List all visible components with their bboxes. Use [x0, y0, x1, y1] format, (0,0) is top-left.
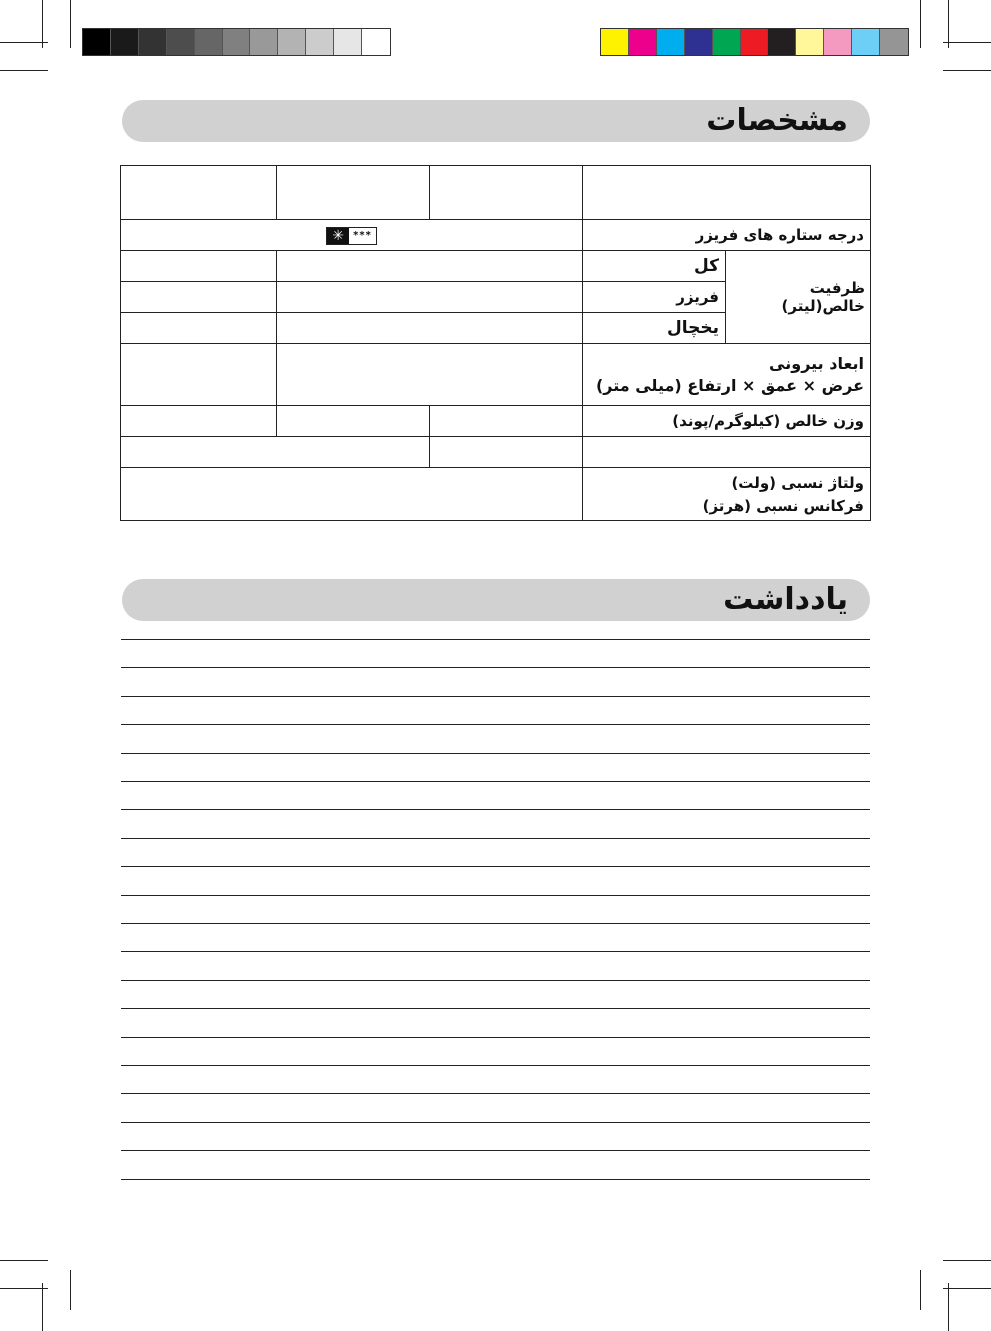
color-swatch: [768, 29, 796, 55]
specs-table: [120, 165, 871, 521]
crop-mark: [0, 42, 48, 43]
value-cell: [430, 406, 583, 437]
voltage-label: ولتاژ نسبی (ولت): [731, 473, 864, 492]
color-swatch: [601, 29, 629, 55]
note-line: [121, 838, 870, 839]
crop-mark: [0, 70, 48, 71]
value-cell: [430, 437, 583, 468]
table-row: [121, 344, 871, 406]
color-swatch: [111, 29, 139, 55]
frequency-label: فرکانس نسبی (هرتز): [702, 496, 864, 515]
value-cell: [121, 282, 277, 313]
header-cell: [583, 166, 871, 220]
color-swatch: [629, 29, 657, 55]
dimensions-sub: عرض × عمق × ارتفاع (میلی متر): [595, 376, 864, 395]
table-row: [121, 406, 871, 437]
value-cell: [277, 282, 583, 313]
freezer-label: فریزر: [583, 282, 726, 313]
value-cell: [277, 251, 583, 282]
color-swatch: [657, 29, 685, 55]
crop-mark: [920, 0, 921, 48]
value-cell: [277, 313, 583, 344]
specs-header: [122, 100, 870, 142]
note-line: [121, 667, 870, 668]
header-cell: [277, 166, 430, 220]
star-rating-value: [121, 220, 583, 251]
value-cell: [121, 406, 277, 437]
color-swatch: [334, 29, 362, 55]
fridge-label: یخچال: [583, 313, 726, 344]
value-cell: [121, 344, 277, 406]
table-row: [121, 251, 871, 282]
value-cell: [277, 406, 430, 437]
table-row: [121, 220, 871, 251]
note-line: [121, 1008, 870, 1009]
color-swatch: [741, 29, 769, 55]
value-cell: [121, 251, 277, 282]
note-line: [121, 1179, 870, 1180]
color-swatch: [167, 29, 195, 55]
color-swatch: [250, 29, 278, 55]
snowflake-icon: ✳: [327, 228, 349, 244]
crop-mark: [42, 1283, 43, 1331]
notes-header: [122, 579, 870, 621]
table-row: [121, 437, 871, 468]
crop-mark: [943, 42, 991, 43]
table-row: [121, 468, 871, 521]
value-cell: [121, 437, 430, 468]
grayscale-calibration-bar: [82, 28, 391, 56]
crop-mark: [70, 1270, 71, 1310]
crop-mark: [943, 1260, 991, 1261]
note-line: [121, 951, 870, 952]
note-line: [121, 980, 870, 981]
color-calibration-bar: [600, 28, 909, 56]
header-cell: [121, 166, 277, 220]
net-capacity-label: ظرفیت خالص(لیتر): [726, 251, 871, 344]
color-swatch: [685, 29, 713, 55]
crop-mark: [0, 1288, 48, 1289]
color-swatch: [83, 29, 111, 55]
note-line: [121, 1093, 870, 1094]
note-line: [121, 1122, 870, 1123]
color-swatch: [195, 29, 223, 55]
note-line: [121, 639, 870, 640]
note-line: [121, 1065, 870, 1066]
note-line: [121, 696, 870, 697]
color-swatch: [362, 29, 390, 55]
note-line: [121, 724, 870, 725]
crop-mark: [920, 1270, 921, 1310]
color-swatch: [713, 29, 741, 55]
value-cell: [121, 313, 277, 344]
note-line: [121, 753, 870, 754]
color-swatch: [223, 29, 251, 55]
color-swatch: [139, 29, 167, 55]
star-rating-stars: ***: [353, 229, 372, 241]
notes-title: یادداشت: [723, 582, 848, 617]
color-swatch: [824, 29, 852, 55]
header-cell: [430, 166, 583, 220]
table-row: [121, 166, 871, 220]
color-swatch: [278, 29, 306, 55]
crop-mark: [42, 0, 43, 48]
note-line: [121, 866, 870, 867]
value-cell: [277, 344, 583, 406]
note-line: [121, 923, 870, 924]
freezer-star-rating: [326, 227, 377, 245]
color-swatch: [306, 29, 334, 55]
note-line: [121, 895, 870, 896]
weight-label: وزن خالص (کیلوگرم/پوند): [583, 406, 871, 437]
crop-mark: [70, 0, 71, 48]
note-line: [121, 781, 870, 782]
crop-mark: [948, 0, 949, 48]
crop-mark: [943, 70, 991, 71]
color-swatch: [852, 29, 880, 55]
crop-mark: [948, 1283, 949, 1331]
color-swatch: [880, 29, 908, 55]
color-swatch: [796, 29, 824, 55]
dimensions-label: ابعاد بیرونی: [769, 354, 864, 373]
total-label: کل: [583, 251, 726, 282]
crop-mark: [943, 1288, 991, 1289]
dimensions-cell: [583, 344, 871, 406]
note-line: [121, 1150, 870, 1151]
value-cell: [121, 468, 583, 521]
star-rating-label: درجه ستاره های فریزر: [583, 220, 871, 251]
note-line: [121, 1037, 870, 1038]
specs-title: مشخصات: [706, 103, 848, 138]
voltage-frequency-cell: [583, 468, 871, 521]
note-line: [121, 809, 870, 810]
crop-mark: [0, 1260, 48, 1261]
value-cell: [583, 437, 871, 468]
